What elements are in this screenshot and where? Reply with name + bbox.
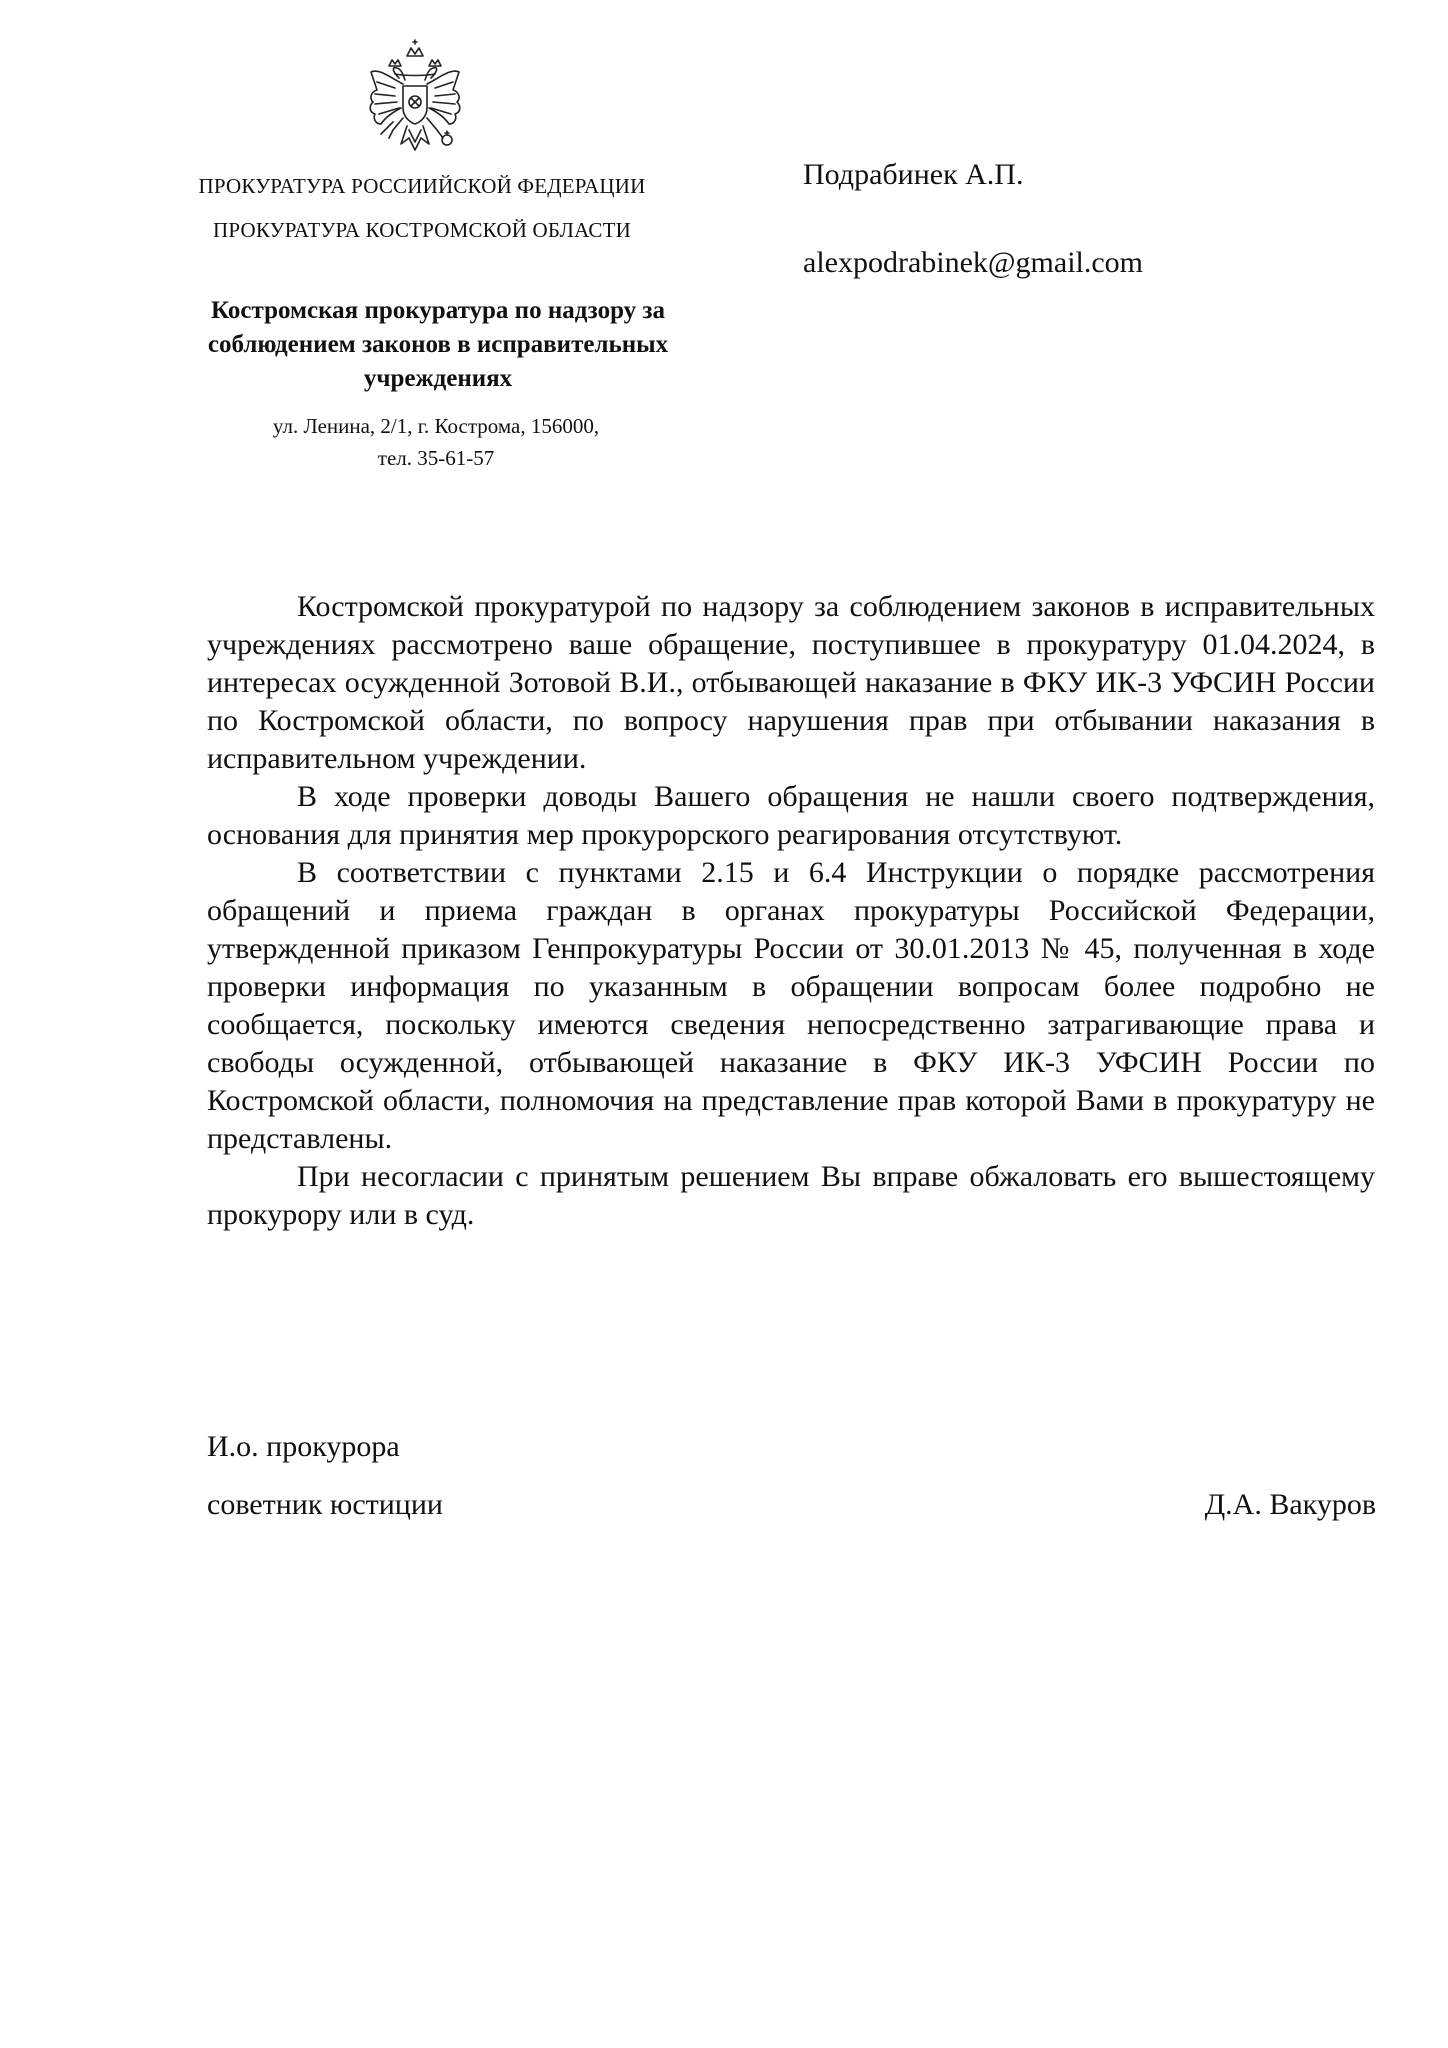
recipient-email: alexpodrabinek@gmail.com bbox=[803, 246, 1144, 279]
signatory-title: И.о. прокурора bbox=[207, 1430, 400, 1463]
coat-of-arms-icon bbox=[355, 38, 475, 166]
department-name: Костромская прокуратура по надзору за соблюдением законов в исправительных учреждениях bbox=[207, 297, 669, 392]
body-paragraph: В ходе проверки доводы Вашего обращения не нашли своего подтверждения, основания для принятия мер прокурорского реагирования отсутствуют. bbox=[207, 780, 1375, 851]
org-line-federal: ПРОКУРАТУРА РОССИИЙСКОЙ ФЕДЕРАЦИИ bbox=[198, 174, 646, 198]
letter-body bbox=[207, 588, 1375, 1234]
phone-line: тел. 35-61-57 bbox=[377, 446, 495, 470]
recipient-name: Подрабинек А.П. bbox=[803, 158, 1024, 191]
body-paragraph: В соответствии с пунктами 2.15 и 6.4 Инструкции о порядке рассмотрения обращений и приема граждан в органах прокуратуры Российской Федерации, утвержденной приказом Генпрокуратуры России от 30.01.2013 № 45, полученная в ходе проверки информация по указанным в обращении вопросам более подробно не сообщается, поскольку имеются сведения непосредственно затрагивающие права и свободы осужденной, отбывающей наказание в ФКУ ИК-3 УФСИН России по Костромской области, полномочия на представление прав которой Вами в прокуратуру не представлены. bbox=[207, 856, 1375, 1155]
address-block bbox=[150, 410, 722, 474]
body-paragraph: Костромской прокуратурой по надзору за соблюдением законов в исправительных учреждениях рассмотрено ваше обращение, поступившее в прокуратуру 01.04.2024, в интересах осужденной Зотовой В.И., отбывающей наказание в ФКУ ИК-3 УФСИН России по Костромской области, по вопросу нарушения прав при отбывании наказания в исправительном учреждении. bbox=[207, 590, 1375, 775]
body-paragraph: При несогласии с принятым решением Вы вправе обжаловать его вышестоящему прокурору или в суд. bbox=[207, 1160, 1375, 1231]
address-line: ул. Ленина, 2/1, г. Кострома, 156000, bbox=[272, 414, 600, 438]
signatory-rank: советник юстиции bbox=[207, 1488, 443, 1521]
org-line-regional: ПРОКУРАТУРА КОСТРОМСКОЙ ОБЛАСТИ bbox=[213, 218, 631, 242]
signatory-name: Д.А. Вакуров bbox=[1204, 1488, 1376, 1521]
